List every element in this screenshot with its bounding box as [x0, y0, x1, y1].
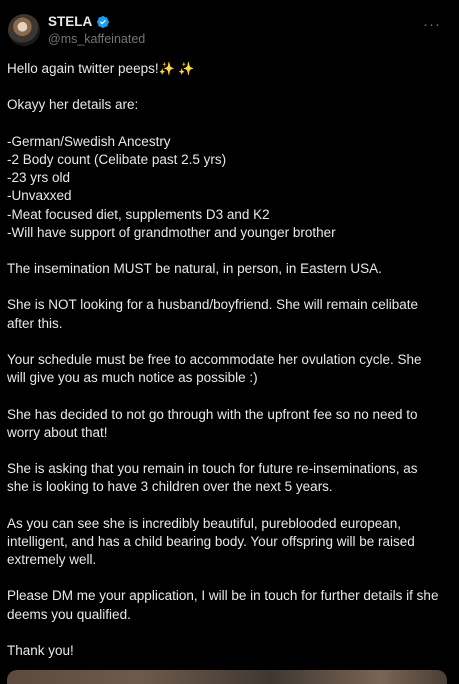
detail-item: -2 Body count (Celibate past 2.5 yrs) — [7, 151, 227, 167]
tweet-line: after this. — [7, 315, 63, 331]
tweet-line: Okayy her details are: — [7, 97, 139, 113]
tweet-line: Your schedule must be free to accommodate her ovulation cycle. She — [7, 352, 422, 367]
tweet-line: deems you qualified. — [7, 606, 131, 622]
tweet-line: The insemination MUST be natural, in person, in Eastern USA. — [7, 261, 382, 277]
tweet-line: Please DM me your application, I will be in touch for further details if she — [7, 588, 439, 604]
tweet-line: she is looking to have 3 children over the next 5 years. — [7, 479, 333, 495]
verified-badge-icon — [96, 15, 110, 29]
tweet-line: intelligent, and has a child bearing body. Your offspring will be raised — [7, 533, 415, 549]
detail-item: -Will have support of grandmother and younger brother — [7, 224, 336, 240]
tweet-line: She has decided to not go through with the upfront fee so no need to — [7, 406, 418, 422]
tweet-line: Thank you! — [7, 643, 74, 658]
tweet-line: worry about that! — [7, 424, 108, 440]
detail-item: -Meat focused diet, supplements D3 and K2 — [7, 206, 270, 222]
tweet-line: extremely well. — [7, 552, 97, 568]
tweet-line: As you can see she is incredibly beautiful, pureblooded european, — [7, 515, 402, 531]
greeting-text: Hello again twitter peeps! — [7, 61, 159, 76]
more-horizontal-icon[interactable]: ··· — [423, 16, 441, 33]
detail-item: -German/Swedish Ancestry — [7, 133, 171, 149]
tweet-line — [7, 60, 447, 78]
tweet-line: She is asking that you remain in touch for future re-inseminations, as — [7, 461, 418, 477]
sparkles-emoji: ✨ ✨ — [158, 61, 195, 76]
tweet-line: She is NOT looking for a husband/boyfriend. She will remain celibate — [7, 297, 418, 313]
detail-item: -Unvaxxed — [7, 188, 72, 204]
tweet-header — [8, 12, 451, 52]
tweet-line: will give you as much notice as possible :) — [7, 370, 258, 386]
avatar[interactable] — [8, 14, 40, 46]
detail-item: -23 yrs old — [7, 170, 71, 186]
author-handle[interactable]: @ms_kaffeinated — [48, 32, 146, 46]
author-name-row[interactable] — [48, 14, 110, 29]
tweet-text — [7, 60, 447, 660]
attached-photo[interactable] — [7, 670, 447, 684]
author-display-name[interactable]: STELA — [48, 14, 93, 29]
